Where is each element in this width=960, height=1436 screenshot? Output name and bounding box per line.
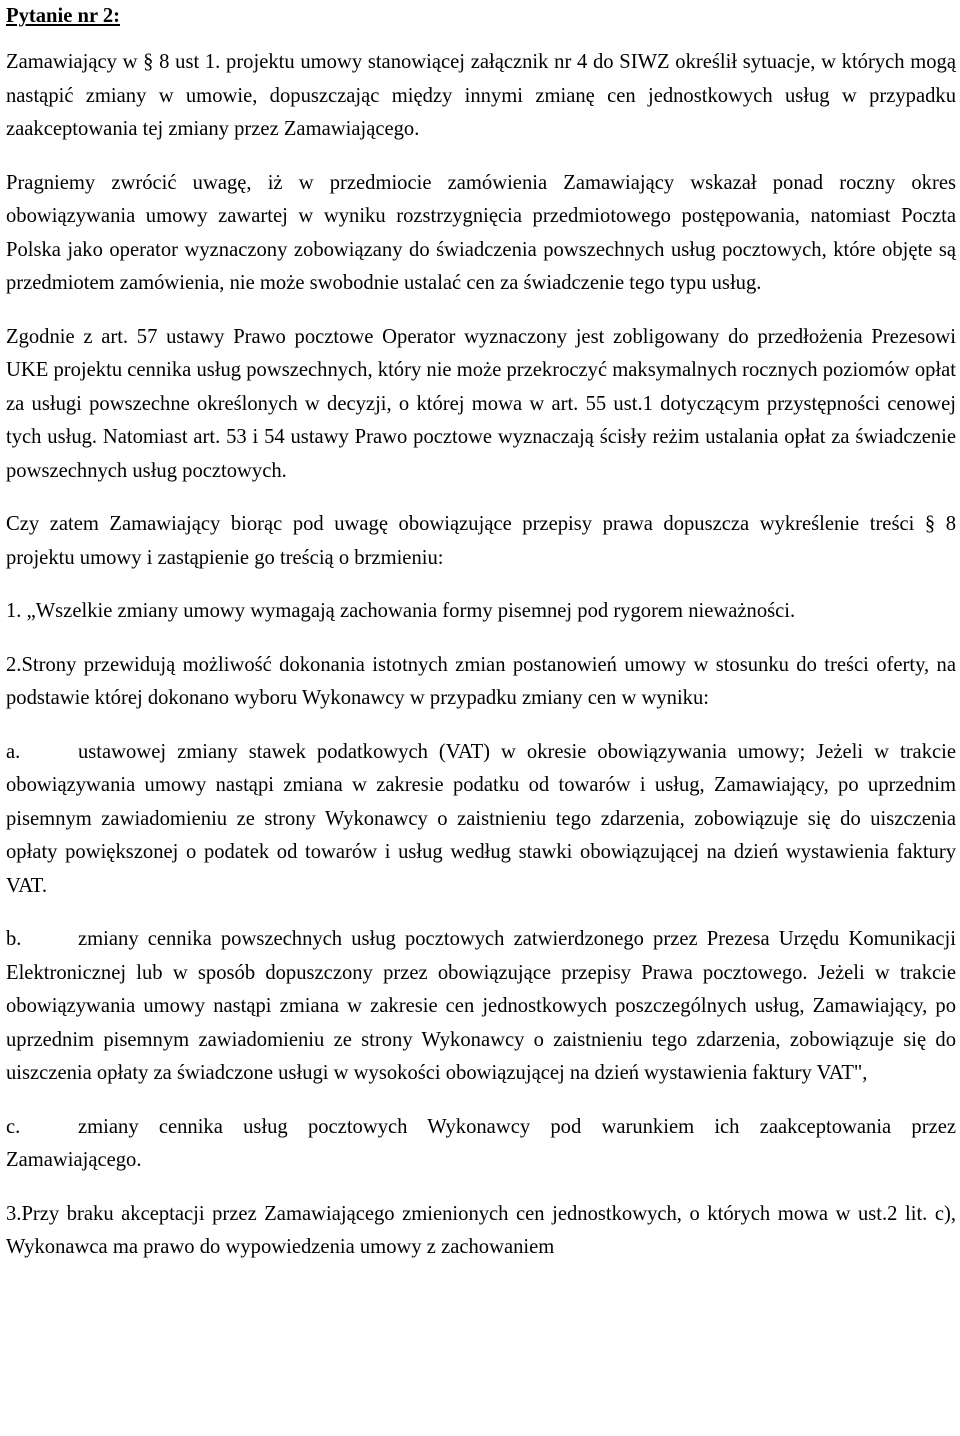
list-item-text: zmiany cennika powszechnych usług pocztowych zatwierdzonego przez Prezesa Urzędu Komunikacji Elektronicznej lub w sposób dopuszczony przez obowiązujące przepisy Prawa pocztowego. Jeżeli w trakcie obowiązywania umowy nastąpi zmiana w zakresie cen jednostkowych poszczególnych usług, Zamawiający, po uprzednim pisemnym zawiadomieniu ze strony Wykonawcy o zaistnieniu tego zdarzenia, zobowiązuje się do uiszczenia opłaty za świadczone usługi w wysokości obowiązującej na dzień wystawienia faktury VAT", — [6, 928, 956, 1084]
question-title: Pytanie nr 2: — [6, 5, 121, 27]
list-item-text: ustawowej zmiany stawek podatkowych (VAT) w okresie obowiązywania umowy; Jeżeli w trakcie obowiązywania umowy nastąpi zmiana w zakresie podatku od towarów i usług, Zamawiający, po uprzednim pisemnym zawiadomieniu ze strony Wykonawcy o zaistnieniu tego zdarzenia, zobowiązuje się do uiszczenia opłaty powiększonej o podatek od towarów i usług według stawki obowiązującej na dzień wystawienia faktury VAT. — [6, 740, 956, 897]
document-page — [6, 0, 956, 1285]
list-item-b — [6, 923, 956, 1091]
paragraph-clause-2: 2.Strony przewidują możliwość dokonania istotnych zmian postanowień umowy w stosunku do treści oferty, na podstawie której dokonano wyboru Wykonawcy w przypadku zmiany cen w wyniku: — [6, 653, 956, 709]
list-item-a — [6, 736, 956, 904]
list-marker: c. — [6, 1115, 21, 1138]
list-item-c — [6, 1111, 956, 1178]
list-marker: a. — [6, 740, 21, 763]
paragraph-question: Czy zatem Zamawiający biorąc pod uwagę obowiązujące przepisy prawa dopuszcza wykreślenie treści § 8 projektu umowy i zastąpienie go treścią o brzmieniu: — [6, 513, 956, 569]
paragraph-remark: Pragniemy zwrócić uwagę, iż w przedmiocie zamówienia Zamawiający wskazał ponad roczny okres obowiązywania umowy zawartej w wyniku rozstrzygnięcia przedmiotowego postępowania, natomiast Poczta Polska jako operator wyznaczony zobowiązany do świadczenia powszechnych usług pocztowych, które objęte są przedmiotem zamówienia, nie może swobodnie ustalać cen za świadczenie tego typu usług. — [6, 171, 956, 294]
paragraph-intro: Zamawiający w § 8 ust 1. projektu umowy stanowiącej załącznik nr 4 do SIWZ określił sytuacje, w których mogą nastąpić zmiany w umowie, dopuszczając między innymi zmianę cen jednostkowych usług w przypadku zaakceptowania tej zmiany przez Zamawiającego. — [6, 51, 956, 140]
list-item-text: zmiany cennika usług pocztowych Wykonawcy pod warunkiem ich zaakceptowania przez Zamawiającego. — [6, 1115, 956, 1171]
paragraph-clause-3: 3.Przy braku akceptacji przez Zamawiającego zmienionych cen jednostkowych, o których mowa w ust.2 lit. c), Wykonawca ma prawo do wypowiedzenia umowy z zachowaniem — [6, 1202, 956, 1258]
paragraph-clause-1: 1. „Wszelkie zmiany umowy wymagają zachowania formy pisemnej pod rygorem nieważności. — [6, 600, 796, 622]
list-marker: b. — [6, 928, 22, 950]
paragraph-legal-basis: Zgodnie z art. 57 ustawy Prawo pocztowe Operator wyznaczony jest zobligowany do przedłożenia Prezesowi UKE projektu cennika usług powszechnych, który nie może przekroczyć maksymalnych rocznych poziomów opłat za usługi powszechne określonych w decyzji, o której mowa w art. 55 ust.1 dotyczącym przystępności cenowej tych usług. Natomiast art. 53 i 54 ustawy Prawo pocztowe wyznaczają ścisły reżim ustalania opłat za świadczenie powszechnych usług pocztowych. — [6, 325, 956, 482]
